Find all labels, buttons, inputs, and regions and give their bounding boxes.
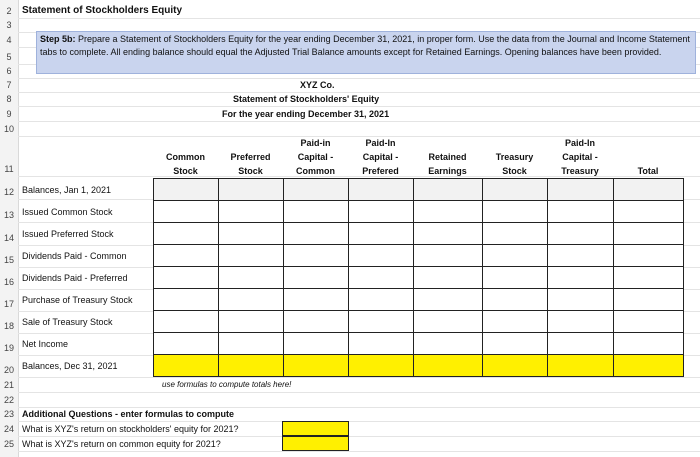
entry-cell[interactable] bbox=[153, 310, 219, 333]
instructions-body: Prepare a Statement of Stockholders Equity for the year ending December 31, 2021, in proper form. Use the data from the Journal and Income Statement tabs to complete. All ending balance should equal the Adjusted Trial Balance amounts except for Retained Earnings. Opening balances have been provided. bbox=[40, 34, 690, 57]
column-header-line: Stock bbox=[502, 166, 527, 176]
entry-cell[interactable] bbox=[413, 222, 483, 245]
opening-balance-cell[interactable] bbox=[348, 178, 414, 201]
row-number[interactable]: 9 bbox=[6, 109, 12, 119]
entry-cell[interactable] bbox=[153, 266, 219, 289]
entry-cell[interactable] bbox=[613, 332, 684, 355]
row-label: Dividends Paid - Preferred bbox=[22, 273, 128, 283]
entry-cell[interactable] bbox=[482, 332, 548, 355]
entry-cell[interactable] bbox=[613, 222, 684, 245]
column-header bbox=[153, 136, 218, 178]
entry-cell[interactable] bbox=[413, 266, 483, 289]
entry-cell[interactable] bbox=[613, 310, 684, 333]
row-number[interactable]: 2 bbox=[6, 6, 12, 16]
row-number[interactable]: 17 bbox=[3, 299, 14, 309]
entry-cell[interactable] bbox=[413, 200, 483, 223]
row-number[interactable]: 25 bbox=[3, 439, 14, 449]
column-header-line: Prefered bbox=[362, 166, 399, 176]
opening-balance-cell[interactable] bbox=[547, 178, 614, 201]
row-gridline bbox=[18, 18, 700, 19]
entry-cell[interactable] bbox=[348, 288, 414, 311]
row-gridline bbox=[18, 377, 700, 378]
entry-cell[interactable] bbox=[218, 310, 284, 333]
entry-cell[interactable] bbox=[218, 222, 284, 245]
row-label: Purchase of Treasury Stock bbox=[22, 295, 133, 305]
opening-balance-cell[interactable] bbox=[153, 178, 219, 201]
entry-cell[interactable] bbox=[218, 244, 284, 267]
entry-cell[interactable] bbox=[348, 266, 414, 289]
column-header-line: Capital - bbox=[562, 152, 598, 162]
entry-cell[interactable] bbox=[413, 310, 483, 333]
ending-balance-cell[interactable] bbox=[153, 354, 219, 377]
entry-cell[interactable] bbox=[283, 200, 349, 223]
answer-roe-cell[interactable] bbox=[282, 421, 349, 436]
opening-balance-cell[interactable] bbox=[413, 178, 483, 201]
row-gridline bbox=[18, 436, 700, 437]
ending-balance-cell[interactable] bbox=[547, 354, 614, 377]
row-label: Balances, Jan 1, 2021 bbox=[22, 185, 112, 195]
row-gridline bbox=[18, 106, 700, 107]
entry-cell[interactable] bbox=[348, 332, 414, 355]
row-number[interactable]: 5 bbox=[6, 52, 12, 62]
statement-period: For the year ending December 31, 2021 bbox=[222, 109, 390, 119]
row-number[interactable]: 19 bbox=[3, 343, 14, 353]
column-header-line bbox=[613, 150, 683, 164]
entry-cell[interactable] bbox=[283, 244, 349, 267]
row-number[interactable]: 3 bbox=[6, 20, 12, 30]
column-header bbox=[283, 136, 348, 178]
question-roce: What is XYZ's return on common equity for 2021? bbox=[22, 439, 221, 449]
opening-balance-cell[interactable] bbox=[613, 178, 684, 201]
entry-cell[interactable] bbox=[482, 310, 548, 333]
entry-cell[interactable] bbox=[413, 332, 483, 355]
row-gridline bbox=[18, 407, 700, 408]
column-header-line bbox=[153, 136, 218, 150]
opening-balance-cell[interactable] bbox=[482, 178, 548, 201]
column-header-line: Retained bbox=[428, 152, 467, 162]
statement-title: Statement of Stockholders' Equity bbox=[233, 94, 380, 104]
column-header-line bbox=[613, 136, 683, 150]
column-header-line: Stock bbox=[238, 166, 263, 176]
column-header-line: Stock bbox=[173, 166, 198, 176]
formula-note: use formulas to compute totals here! bbox=[162, 380, 292, 389]
column-header-line: Earnings bbox=[428, 166, 467, 176]
column-header-line: Common bbox=[296, 166, 335, 176]
company-name: XYZ Co. bbox=[300, 80, 335, 90]
column-header-line: Treasury bbox=[495, 152, 534, 162]
entry-cell[interactable] bbox=[283, 222, 349, 245]
column-header bbox=[348, 136, 413, 178]
entry-cell[interactable] bbox=[218, 288, 284, 311]
row-number[interactable]: 10 bbox=[3, 124, 14, 134]
entry-cell[interactable] bbox=[482, 266, 548, 289]
row-number[interactable]: 24 bbox=[3, 424, 14, 434]
entry-cell[interactable] bbox=[283, 332, 349, 355]
row-number[interactable]: 12 bbox=[3, 187, 14, 197]
entry-cell[interactable] bbox=[153, 332, 219, 355]
entry-cell[interactable] bbox=[218, 200, 284, 223]
column-header-line: Paid-In bbox=[564, 138, 595, 148]
entry-cell[interactable] bbox=[283, 288, 349, 311]
row-number[interactable]: 4 bbox=[6, 35, 12, 45]
row-number[interactable]: 6 bbox=[6, 66, 12, 76]
row-number[interactable]: 20 bbox=[3, 365, 14, 375]
ending-balance-cell[interactable] bbox=[348, 354, 414, 377]
row-label: Sale of Treasury Stock bbox=[22, 317, 113, 327]
entry-cell[interactable] bbox=[613, 266, 684, 289]
entry-cell[interactable] bbox=[547, 222, 614, 245]
ending-balance-cell[interactable] bbox=[218, 354, 284, 377]
entry-cell[interactable] bbox=[153, 222, 219, 245]
row-gridline bbox=[18, 451, 700, 452]
entry-cell[interactable] bbox=[547, 266, 614, 289]
entry-cell[interactable] bbox=[482, 288, 548, 311]
column-header bbox=[482, 136, 547, 178]
row-number[interactable]: 11 bbox=[4, 164, 14, 174]
row-gridline bbox=[18, 121, 700, 122]
entry-cell[interactable] bbox=[482, 222, 548, 245]
row-number[interactable]: 18 bbox=[3, 321, 14, 331]
row-label: Issued Preferred Stock bbox=[22, 229, 114, 239]
answer-roce-cell[interactable] bbox=[282, 436, 349, 451]
column-header-line bbox=[482, 136, 547, 150]
entry-cell[interactable] bbox=[482, 200, 548, 223]
ending-balance-cell[interactable] bbox=[413, 354, 483, 377]
entry-cell[interactable] bbox=[613, 244, 684, 267]
column-header bbox=[613, 136, 683, 178]
column-header-line: Paid-in bbox=[300, 138, 331, 148]
entry-cell[interactable] bbox=[348, 310, 414, 333]
row-gridline bbox=[18, 78, 700, 79]
entry-cell[interactable] bbox=[348, 222, 414, 245]
ending-balance-cell[interactable] bbox=[283, 354, 349, 377]
row-number[interactable]: 23 bbox=[3, 409, 14, 419]
entry-cell[interactable] bbox=[413, 288, 483, 311]
question-roe: What is XYZ's return on stockholders' equity for 2021? bbox=[22, 424, 239, 434]
row-number[interactable]: 14 bbox=[3, 233, 14, 243]
column-header-line bbox=[413, 136, 482, 150]
entry-cell[interactable] bbox=[547, 200, 614, 223]
column-header bbox=[547, 136, 613, 178]
column-header-line: Paid-In bbox=[365, 138, 396, 148]
entry-cell[interactable] bbox=[218, 332, 284, 355]
entry-cell[interactable] bbox=[547, 244, 614, 267]
entry-cell[interactable] bbox=[547, 332, 614, 355]
column-header-line: Treasury bbox=[561, 166, 599, 176]
row-label: Issued Common Stock bbox=[22, 207, 113, 217]
column-header bbox=[218, 136, 283, 178]
entry-cell[interactable] bbox=[482, 244, 548, 267]
entry-cell[interactable] bbox=[348, 200, 414, 223]
row-number[interactable]: 15 bbox=[3, 255, 14, 265]
entry-cell[interactable] bbox=[153, 200, 219, 223]
row-gridline bbox=[18, 92, 700, 93]
instructions-text bbox=[40, 33, 692, 59]
column-header-line: Preferred bbox=[230, 152, 271, 162]
row-number[interactable]: 13 bbox=[3, 210, 14, 220]
row-number[interactable]: 21 bbox=[3, 380, 14, 390]
row-number[interactable]: 16 bbox=[3, 277, 14, 287]
column-header-line: Common bbox=[166, 152, 205, 162]
entry-cell[interactable] bbox=[613, 200, 684, 223]
row-label: Net Income bbox=[22, 339, 69, 349]
entry-cell[interactable] bbox=[413, 244, 483, 267]
sheet-title: Statement of Stockholders Equity bbox=[22, 5, 183, 16]
column-header-line: Total bbox=[637, 166, 659, 176]
entry-cell[interactable] bbox=[153, 288, 219, 311]
ending-balance-cell[interactable] bbox=[482, 354, 548, 377]
entry-cell[interactable] bbox=[153, 244, 219, 267]
entry-cell[interactable] bbox=[547, 310, 614, 333]
row-number[interactable]: 22 bbox=[3, 395, 14, 405]
entry-cell[interactable] bbox=[283, 310, 349, 333]
entry-cell[interactable] bbox=[547, 288, 614, 311]
row-number[interactable]: 7 bbox=[6, 80, 12, 90]
entry-cell[interactable] bbox=[283, 266, 349, 289]
ending-balance-cell[interactable] bbox=[613, 354, 684, 377]
row-label: Balances, Dec 31, 2021 bbox=[22, 361, 118, 371]
instructions-step: Step 5b: bbox=[40, 34, 76, 44]
opening-balance-cell[interactable] bbox=[283, 178, 349, 201]
entry-cell[interactable] bbox=[613, 288, 684, 311]
column-header-line bbox=[218, 136, 283, 150]
opening-balance-cell[interactable] bbox=[218, 178, 284, 201]
row-label: Dividends Paid - Common bbox=[22, 251, 127, 261]
row-gridline bbox=[18, 421, 700, 422]
row-number[interactable]: 8 bbox=[6, 94, 12, 104]
column-header-line: Capital - bbox=[362, 152, 399, 162]
entry-cell[interactable] bbox=[218, 266, 284, 289]
column-header-line: Capital - bbox=[297, 152, 334, 162]
entry-cell[interactable] bbox=[348, 244, 414, 267]
column-header bbox=[413, 136, 482, 178]
additional-heading: Additional Questions - enter formulas to compute bbox=[22, 409, 235, 419]
row-gridline bbox=[18, 392, 700, 393]
